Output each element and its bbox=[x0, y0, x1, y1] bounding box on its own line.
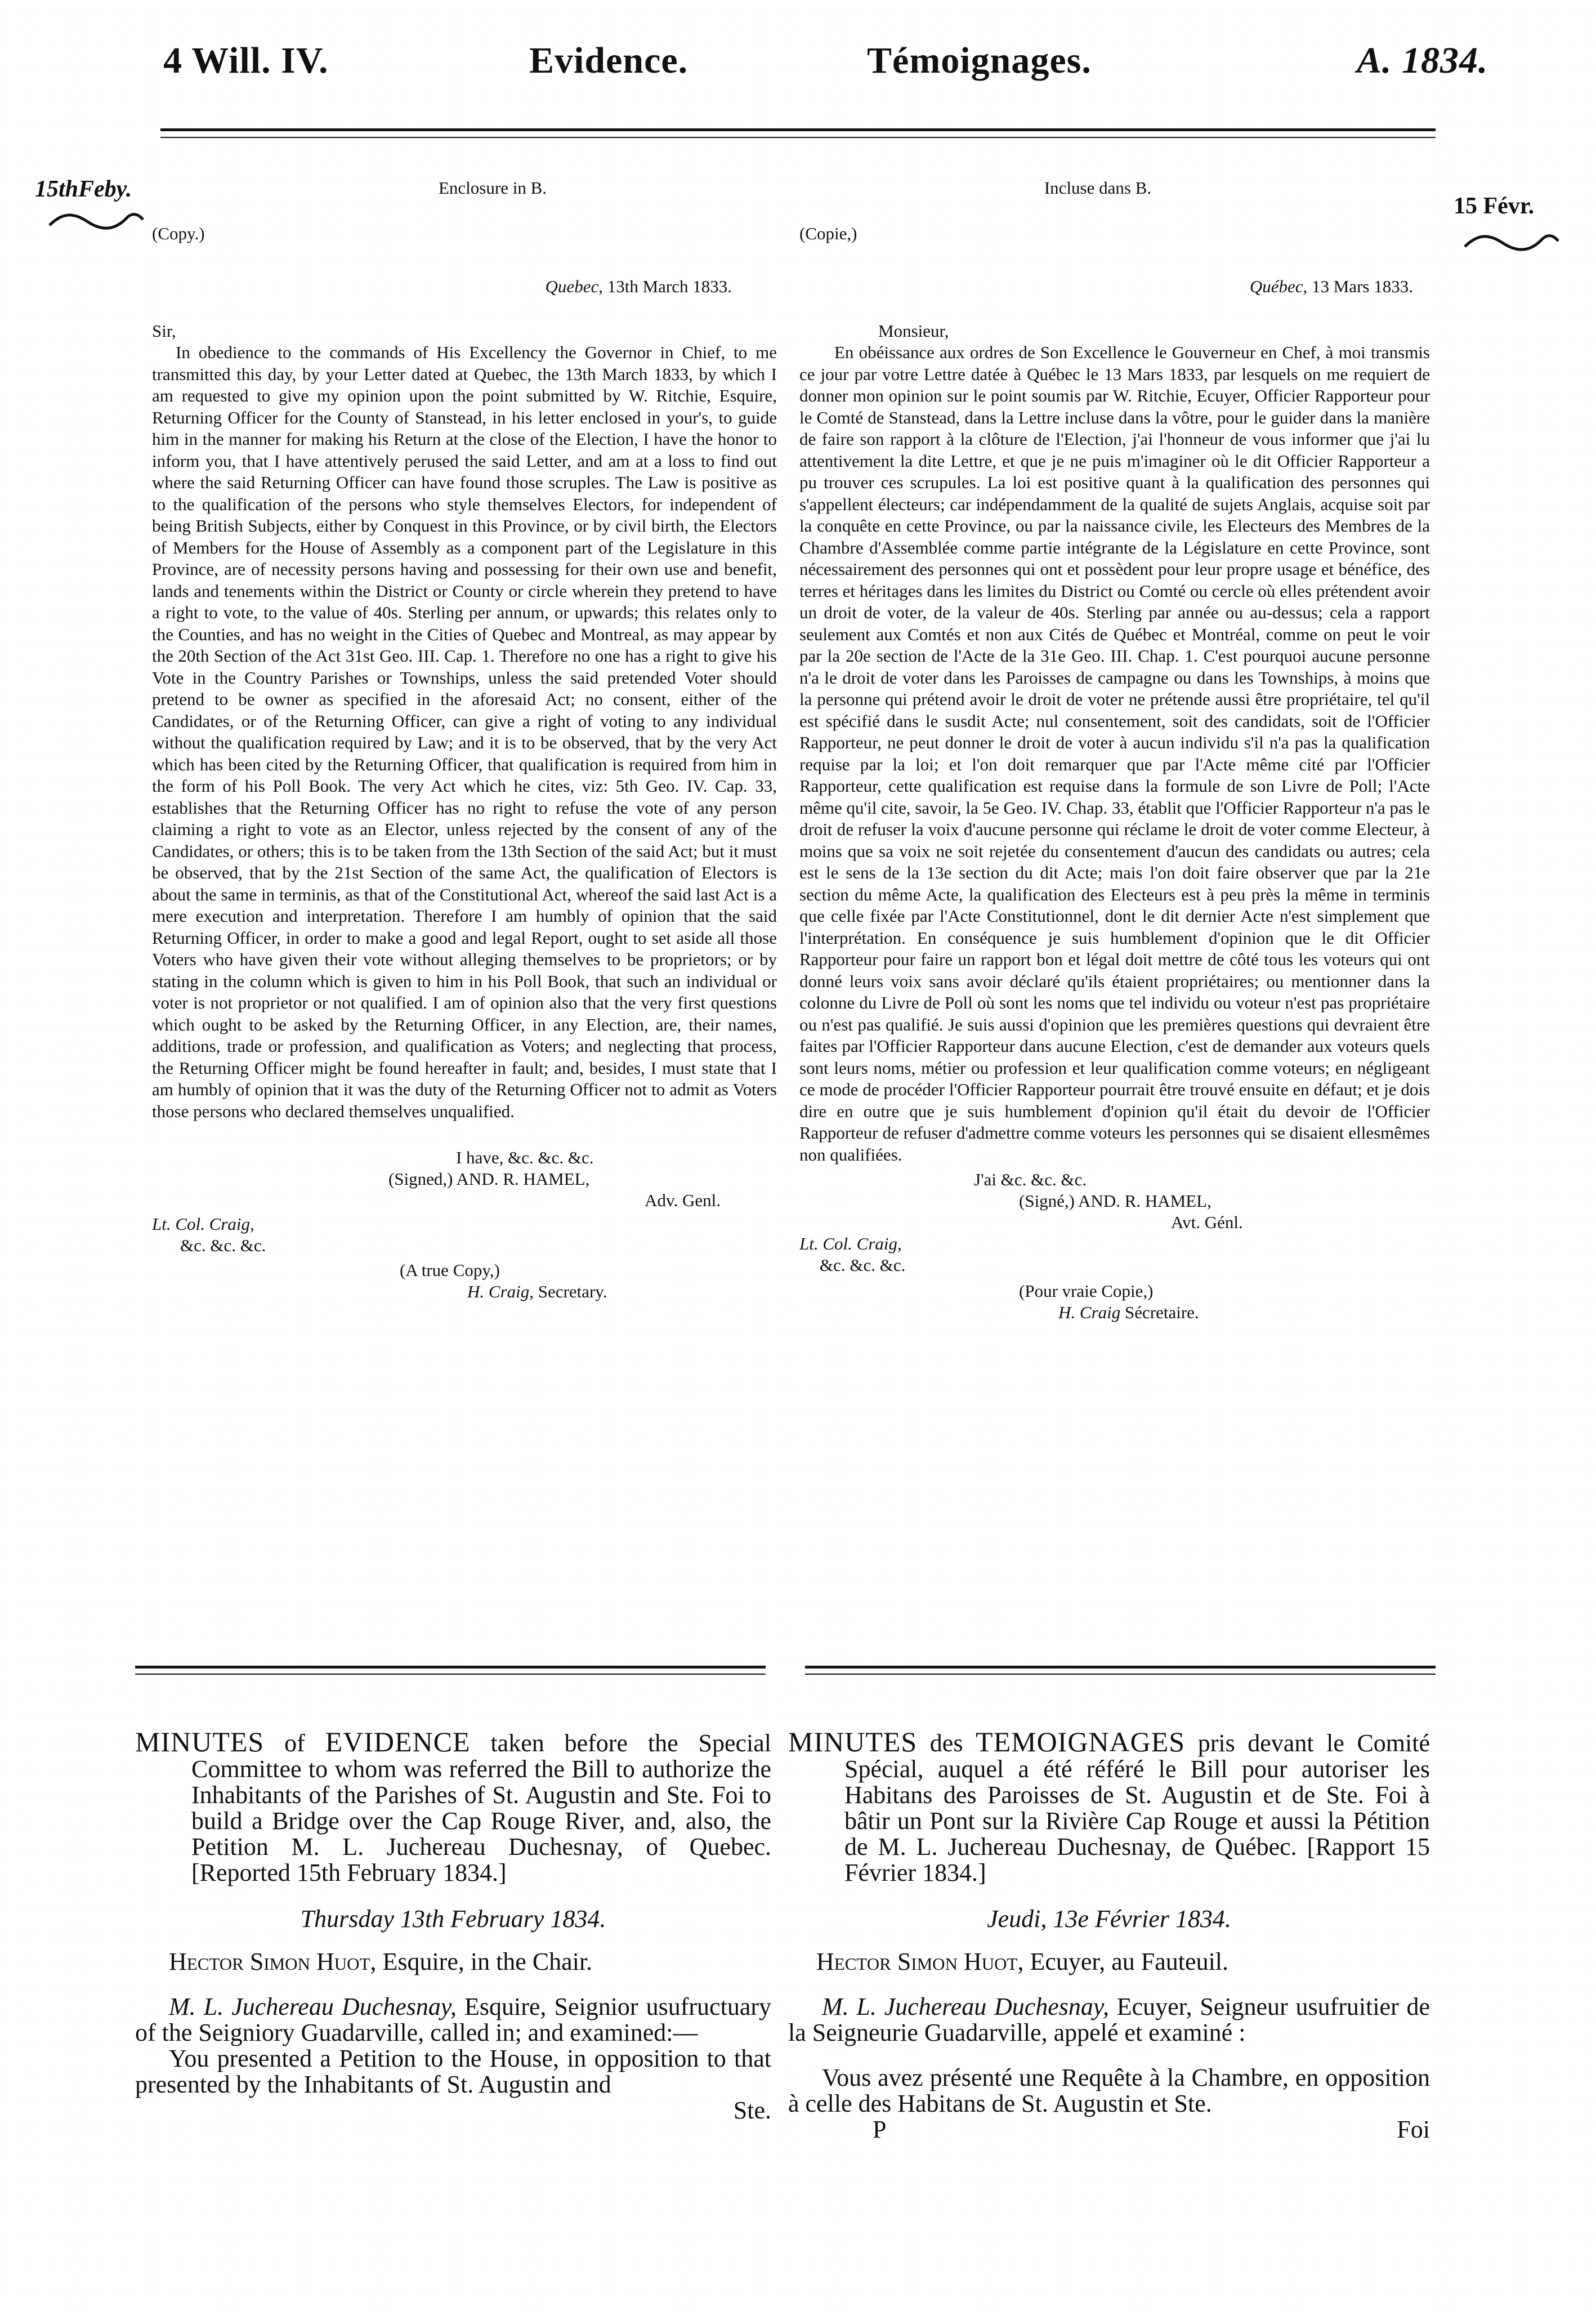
header-year bbox=[1357, 39, 1488, 82]
sitting-date-text-en: Thursday 13th February 1834. bbox=[300, 1905, 606, 1933]
flourish-right-icon bbox=[1464, 231, 1559, 253]
closing-en: I have, &c. &c. &c. bbox=[456, 1148, 594, 1167]
sitting-date-en bbox=[135, 1906, 771, 1932]
secretary-title-en: Secretary. bbox=[538, 1282, 607, 1301]
salutation-en: Sir, bbox=[152, 320, 176, 341]
separator-right-thick bbox=[805, 1666, 1436, 1668]
minutes-title-en bbox=[135, 1726, 771, 1886]
header-rule-thick bbox=[160, 128, 1436, 131]
dateline-city-en: Quebec, bbox=[545, 276, 603, 296]
sitting-date-fr bbox=[788, 1906, 1430, 1932]
copy-label-en: (Copy.) bbox=[152, 224, 205, 243]
title-en: Adv. Genl. bbox=[645, 1190, 721, 1210]
dateline-fr bbox=[799, 276, 1430, 297]
question-en: You presented a Petition to the House, in opposition to that presented by the Inhabitants of St. Augustin and bbox=[135, 2045, 771, 2098]
minutes-title-fr bbox=[788, 1726, 1430, 1886]
sitting-date-text-fr: Jeudi, 13e Février 1834. bbox=[987, 1905, 1231, 1933]
minutes-of-en: of bbox=[284, 1729, 305, 1757]
true-copy-fr: (Pour vraie Copie,) bbox=[1019, 1281, 1154, 1301]
addressee-etc-fr: &c. &c. &c. bbox=[820, 1255, 906, 1275]
copy-label-fr: (Copie,) bbox=[799, 224, 857, 243]
minutes-lead-en: MINUTES bbox=[135, 1726, 265, 1757]
chair-name-en: Hector Simon Huot, bbox=[169, 1948, 377, 1975]
footer-line-fr bbox=[788, 2117, 1430, 2143]
salutation-fr: Monsieur, bbox=[878, 320, 949, 341]
header-session: 4 Will. IV. bbox=[163, 40, 329, 81]
signed-en: (Signed,) AND. R. HAMEL, bbox=[388, 1169, 590, 1189]
dateline-city-fr: Québec, bbox=[1249, 276, 1308, 296]
header-evidence: Evidence. bbox=[529, 40, 689, 81]
true-copy-en: (A true Copy,) bbox=[400, 1260, 500, 1280]
addressee-fr: Lt. Col. Craig, bbox=[799, 1234, 902, 1253]
minutes-title-rest-fr: pris devant le Comité Spécial, auquel a été référé le Bill pour autoriser les Habitans des Paroisses de St. Augustin et de Ste. Foi à bâtir un Pont sur la Rivière Cap Rouge et aussi la Pétition de M. L. Juchereau Duchesnay, de Québec. [Rapport 15 Février 1834.] bbox=[844, 1729, 1430, 1886]
letter-body-fr: En obéissance aux ordres de Son Excellence le Gouverneur en Chef, à moi transmis ce jour par votre Lettre datée à Québec le 13 Mars 1833, par lesquels on me requiert de donner mon opinion sur le point soumis par W. Ritchie, Ecuyer, Officier Rapporteur pour le Comté de Stanstead, dans la Lettre incluse dans la vôtre, pour le guider dans la manière de faire son rapport à la clôture de l'Election, j'ai l'honneur de vous informer que j'ai lu attentivement la dite Lettre, et que je ne puis m'imaginer où le dit Officier Rapporteur a pu trouver ces scrupules. La loi est positive quant à la qualification des personnes qui s'appellent électeurs; car indépendamment de la qualité de sujets Anglais, acquise soit par la conquête en cette Province, ou par la naissance civile, les Electeurs des Membres de la Chambre d'Assemblée comme partie intégrante de la Législature en cette Province, sont nécessairement des personnes qui ont et possèdent pour leur propre usage et bénéfice, des terres et héritages dans les limites du District ou Comté ou cercle où elles prétendent avoir un droit de voter, de la valeur de 40s. Sterling par année ou au-dessus; cela a rapport seulement aux Comtés et non aux Cités de Québec et Montréal, comme on peut le voir par la 20e section de l'Acte de la 31e Geo. III. Chap. 1. C'est pourquoi aucune personne n'a le droit de voter dans les Paroisses de campagne ou dans les Townships, à moins que la personne qui prétend avoir le droit de voter ne prétende aussi être propriétaire, tel qu'il est spécifié dans le susdit Acte; nul consentement, soit des candidats, soit de l'Officier Rapporteur, ne peut donner le droit de voter à aucun individu s'il n'a pas la qualification requise par la loi; et l'on doit remarquer que par l'Acte même cité par l'Officier Rapporteur, cette qualification est requise dans la formule de son Livre de Poll; l'Acte même qu'il cite, savoir, la 5e Geo. IV. Chap. 33, établit que l'Officier Rapporteur n'a pas le droit de refuser la voix d'aucune personne qui réclame le droit de voter comme Electeur, à moins que sa voix ne soit rejetée du consentement d'aucun des candidats ou autres; cela est le sens de la 13e section du dit Acte; mais l'on doit faire observer que par la 21e section du même Acte, la qualification des Electeurs est à peu près la même in terminis que celle fixée par l'Acte Constitutionnel, dont le dit dernier Acte n'est simplement que l'interprétation. En conséquence je suis humblement d'opinion que le dit Officier Rapporteur pour faire un rapport bon et légal doit mettre de côté tous les voteurs qui ont donné leurs voix sans avoir déclaré qu'ils étaient propriétaires; ou mentionner dans la colonne du Livre de Poll où sont les noms que tel individu ou voteur n'est pas propriétaire ou n'est pas qualifié. Je suis aussi d'opinion que les premières questions qui devraient être faites par l'Officier Rapporteur dans aucune Election, c'est de demander aux voteurs quels sont leurs noms, métier ou profession et leur qualification comme voteurs; en négligeant ce mode de procéder l'Officier Rapporteur pourrait être trouvé ensuite en défaut; et je dois dire en outre que je suis humblement d'opinion qu'il était du devoir de l'Officier Rapporteur de refuser d'admettre comme voteurs les personnes qui se disaient ellesmêmes non qualifiées. bbox=[799, 342, 1430, 1165]
french-enclosure bbox=[799, 178, 1430, 1323]
minutes-lead-fr: MINUTES bbox=[788, 1726, 918, 1757]
caption-en: Enclosure in B. bbox=[439, 178, 547, 198]
minutes-fr bbox=[788, 1726, 1430, 2143]
chair-fr bbox=[788, 1949, 1430, 1975]
secretary-en bbox=[152, 1281, 777, 1302]
signed-fr: (Signé,) AND. R. HAMEL, bbox=[1019, 1191, 1211, 1211]
catchword-en: Ste. bbox=[733, 2096, 771, 2124]
minutes-temoignages-fr: TEMOIGNAGES bbox=[976, 1726, 1186, 1757]
caption-fr: Incluse dans B. bbox=[1044, 178, 1152, 198]
minutes-des-fr: des bbox=[929, 1729, 963, 1757]
letter-body-en: In obedience to the commands of His Excellency the Governor in Chief, to me transmitted this day, by your Letter dated at Quebec, the 13th March 1833, by which I am requested to give my opinion upon the point submitted by W. Ritchie, Esquire, Returning Officer for the County of Stanstead, in his letter enclosed in your's, to guide him in the manner for making his Return at the close of the Election, I have the honor to inform you, that I have attentively perused the said Letter, and am at a loss to find out where the said Returning Officer can have found those scruples. The Law is positive as to the qualification of the persons who style themselves Electors, for independent of being British Subjects, either by Conquest in this Province, or by civil birth, the Electors of Members for the House of Assembly as a component part of the Legislature in this Province, are of necessity persons having and possessing for their own use and benefit, lands and tenements within the District or County or circle wherein they pretend to have a right to vote, to the value of 40s. Sterling per annum, or upwards; this relates only to the Counties, and has no weight in the Cities of Quebec and Montreal, as may appear by the 20th Section of the Act 31st Geo. III. Cap. 1. Therefore no one has a right to give his Vote in the Country Parishes or Townships, unless the said pretended Voter should pretend to be owner as specified in the aforesaid Act; no consent, either of the Candidates, or of the Returning Officer, can give a right of voting to any individual without the qualification required by Law; and it is to be observed, that by the very Act which has been cited by the Returning Officer, that qualification is required from him in the form of his Poll Book. The very Act which he cites, viz: 5th Geo. IV. Cap. 33, establishes that the Returning Officer has no right to refuse the vote of any person claiming a right to vote as an Elector, unless rejected by the consent of any of the Candidates, or others; this is to be taken from the 13th Section of the said Act; but it must be observed, that by the 21st Section of the same Act, the qualification of Electors is about the same in terminis, as that of the Constitutional Act, whereof the said last Act is a mere execution and interpretation. Therefore I am humbly of opinion that the said Returning Officer, in order to make a good and legal Report, ought to set aside all those Voters who have given their vote without alleging themselves to be proprietors; or by stating in the column which is given to him in his Poll Book, that such an individual or voter is not proprietor or not qualified. I am of opinion also that the very first questions which ought to be asked by the Returning Officer, in any Election, are, their names, additions, trade or profession, and qualification as Voters; and neglecting that process, the Returning Officer might be found hereafter in fault; and, besides, I must state that I am humbly of opinion that it was the duty of the Returning Officer not to admit as Voters those persons who declared themselves unqualified. bbox=[152, 342, 777, 1121]
minutes-title-rest-en: taken before the Special Committee to whom was referred the Bill to authorize the Inhabitants of the Parishes of St. Augustin and Ste. Foi to build a Bridge over the Cap Rouge River, and, also, the Petition M. L. Juchereau Duchesnay, of Quebec. [Reported 15th February 1834.] bbox=[191, 1729, 771, 1886]
header-rule-thin bbox=[160, 137, 1436, 138]
secretary-fr bbox=[799, 1302, 1430, 1323]
catchword-fr: Foi bbox=[1397, 2116, 1430, 2143]
chair-rest-en: Esquire, in the Chair. bbox=[382, 1948, 593, 1975]
witness-name-fr: M. L. Juchereau Duchesnay, bbox=[822, 1993, 1109, 2020]
secretary-name-en: H. Craig, bbox=[467, 1282, 534, 1301]
margin-date-fr: 15 Févr. bbox=[1454, 193, 1535, 219]
closing-fr: J'ai &c. &c. &c. bbox=[974, 1170, 1087, 1189]
witness-en bbox=[135, 1994, 771, 2046]
question-fr: Vous avez présenté une Requête à la Chambre, en opposition à celle des Habitans de St. Augustin et Ste. bbox=[788, 2064, 1430, 2117]
dateline-date-en: 13th March 1833. bbox=[607, 276, 732, 296]
title-fr: Avt. Génl. bbox=[1171, 1212, 1243, 1232]
chair-en bbox=[135, 1949, 771, 1975]
witness-fr bbox=[788, 1994, 1430, 2046]
addressee-en: Lt. Col. Craig, bbox=[152, 1214, 254, 1234]
separator-right-thin bbox=[805, 1674, 1436, 1675]
minutes-en bbox=[135, 1726, 771, 2124]
flourish-left-icon bbox=[48, 209, 144, 232]
chair-rest-fr: Ecuyer, au Fauteuil. bbox=[1030, 1948, 1229, 1975]
witness-rest-en: Esquire, Seignior usufructuary of the Seigniory Guadarville, called in; and examined:— bbox=[135, 1993, 771, 2046]
witness-rest-fr: Ecuyer, Seigneur usufruitier de la Seigneurie Guadarville, appelé et examiné : bbox=[788, 1993, 1430, 2046]
english-enclosure bbox=[152, 178, 777, 1302]
secretary-title-fr: Sécretaire. bbox=[1125, 1302, 1199, 1322]
signature-mark-fr: P bbox=[873, 2116, 887, 2143]
witness-name-en: M. L. Juchereau Duchesnay, bbox=[169, 1993, 457, 2020]
secretary-name-fr: H. Craig bbox=[1058, 1302, 1121, 1322]
minutes-evidence-en: EVIDENCE bbox=[325, 1726, 471, 1757]
addressee-etc-en: &c. &c. &c. bbox=[180, 1235, 266, 1255]
header-year-text: A. 1834. bbox=[1357, 40, 1488, 81]
separator-left-thick bbox=[135, 1666, 766, 1668]
dateline-date-fr: 13 Mars 1833. bbox=[1312, 276, 1413, 296]
dateline-en bbox=[152, 276, 777, 297]
chair-name-fr: Hector Simon Huot, bbox=[816, 1948, 1024, 1975]
header-temoignages: Témoignages. bbox=[867, 40, 1092, 81]
margin-date-en: 15thFeby. bbox=[35, 176, 132, 202]
separator-left-thin bbox=[135, 1674, 766, 1675]
